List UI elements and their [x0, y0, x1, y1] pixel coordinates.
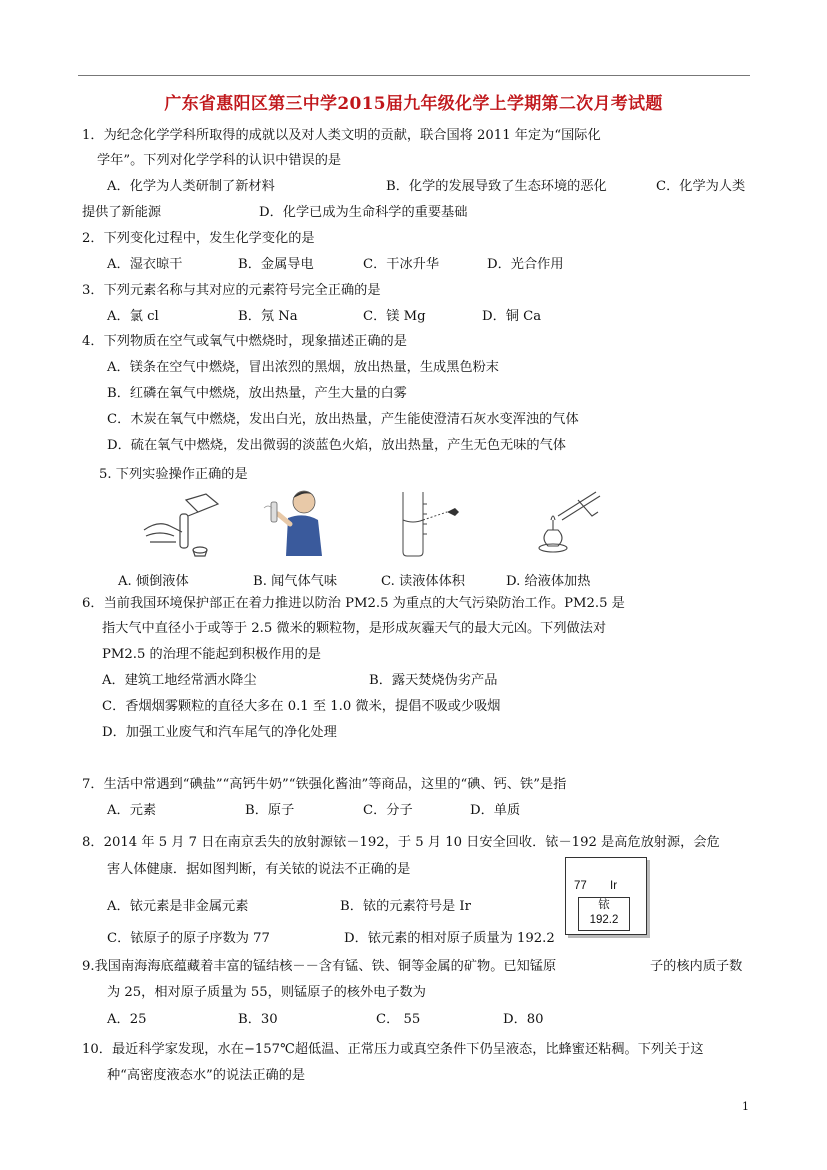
q4-option-a: A．镁条在空气中燃烧，冒出浓烈的黑烟，放出热量，生成黑色粉末: [107, 360, 499, 375]
q1-line2: 学年”。下列对化学学科的认识中错误的是: [97, 153, 342, 168]
q8-line2: 害人体健康．据如图判断，有关铱的说法不正确的是: [107, 862, 411, 877]
q2-stem: 2．下列变化过程中，发生化学变化的是: [82, 231, 315, 246]
q9-option-b: B．30: [238, 1012, 278, 1027]
q6-option-a: A．建筑工地经常洒水降尘: [102, 673, 257, 688]
q3-stem: 3．下列元素名称与其对应的元素符号完全正确的是: [82, 283, 381, 298]
element-name: 铱: [598, 899, 610, 911]
q6-option-d: D．加强工业废气和汽车尾气的净化处理: [102, 725, 337, 740]
q1-line1: 1．为纪念化学学科所取得的成就以及对人类文明的贡献，联合国将 2011 年定为“国际化: [82, 128, 601, 143]
q9-line2: 为 25，相对原子质量为 55，则锰原子的核外电子数为: [107, 985, 426, 1000]
q3-option-c: C．镁 Mg: [363, 309, 426, 324]
q3-option-b: B．氖 Na: [238, 309, 298, 324]
q4-option-d: D．硫在氧气中燃烧，发出微弱的淡蓝色火焰，放出热量，产生无色无味的气体: [107, 438, 566, 453]
q9-option-d: D．80: [503, 1012, 544, 1027]
q5-option-b: B. 闻气体气味: [253, 574, 338, 589]
q5-option-c: C. 读液体体积: [381, 574, 465, 589]
q9-option-c: C． 55: [376, 1012, 421, 1027]
smelling-gas-figure: [262, 486, 328, 558]
page-title: 广东省惠阳区第三中学2015届九年级化学上学期第二次月考试题: [164, 94, 663, 114]
q3-option-d: D．铜 Ca: [482, 309, 542, 324]
q4-stem: 4．下列物质在空气或氧气中燃烧时，现象描述正确的是: [82, 334, 407, 349]
q2-option-c: C．干冰升华: [363, 257, 440, 272]
q6-line1: 6．当前我国环境保护部正在着力推进以防治 PM2.5 为重点的大气污染防治工作。PM2.5 是: [82, 596, 625, 611]
q7-option-a: A．元素: [107, 803, 157, 818]
q1-option-d: D．化学已成为生命科学的重要基础: [259, 205, 468, 220]
q4-option-b: B．红磷在氧气中燃烧，放出热量，产生大量的白雾: [107, 386, 407, 401]
q9-line1b: 子的核内质子数: [650, 959, 743, 974]
element-symbol: Ir: [610, 880, 618, 892]
reading-volume-figure: [385, 490, 475, 558]
q2-option-d: D．光合作用: [487, 257, 564, 272]
q10-line1: 10．最近科学家发现，水在−157℃超低温、正常压力或真空条件下仍呈液态，比蜂蜜还粘稠。下列关于这: [82, 1042, 704, 1057]
q6-line2: 指大气中直径小于或等于 2.5 微米的颗粒物，是形成灰霾天气的最大元凶。下列做法对: [102, 621, 607, 636]
q3-option-a: A．氯 cl: [107, 309, 159, 324]
q8-option-a: A．铱元素是非金属元素: [107, 899, 249, 914]
q2-option-a: A．湿衣晾干: [107, 257, 183, 272]
q1-option-c-cont: 提供了新能源: [82, 205, 162, 220]
q7-stem: 7．生活中常遇到“碘盐”“高钙牛奶”“铁强化酱油”等商品，这里的“碘、钙、铁”是指: [82, 777, 567, 792]
pouring-liquid-figure: [140, 490, 230, 560]
q7-option-c: C．分子: [363, 803, 413, 818]
q4-option-c: C．木炭在氧气中燃烧，发出白光，放出热量，产生能使澄清石灰水变浑浊的气体: [107, 412, 579, 427]
q10-line2: 种“高密度液态水”的说法正确的是: [107, 1068, 306, 1083]
atomic-mass: 192.2: [589, 914, 619, 926]
q6-option-b: B．露天焚烧伪劣产品: [369, 673, 498, 688]
q8-line1: 8．2014 年 5 月 7 日在南京丢失的放射源铱－192，于 5 月 10 日安全回收．铱－192 是高危放射源，会危: [82, 835, 720, 850]
q5-stem: 5. 下列实验操作正确的是: [99, 467, 248, 482]
header-rule: [78, 75, 750, 76]
q5-option-a: A. 倾倒液体: [118, 574, 189, 589]
q5-option-d: D. 给液体加热: [506, 574, 591, 589]
q8-option-c: C．铱原子的原子序数为 77: [107, 931, 270, 946]
q7-option-b: B．原子: [245, 803, 295, 818]
q7-option-d: D．单质: [470, 803, 521, 818]
page-number: 1: [742, 1100, 749, 1113]
q1-option-b: B．化学的发展导致了生态环境的恶化: [386, 179, 607, 194]
q6-option-c: C．香烟烟雾颗粒的直径大多在 0.1 至 1.0 微米，提倡不吸或少吸烟: [102, 699, 501, 714]
q9-option-a: A．25: [107, 1012, 147, 1027]
element-name-mass-box: [578, 897, 630, 931]
q1-option-a: A．化学为人类研制了新材料: [107, 179, 275, 194]
q8-option-b: B．铱的元素符号是 Ir: [340, 899, 471, 914]
q9-line1a: 9.我国南海海底蕴藏着丰富的锰结核－－含有锰、铁、铜等金属的矿物。已知锰原: [82, 959, 557, 974]
q6-line3: PM2.5 的治理不能起到积极作用的是: [102, 647, 321, 662]
q8-option-d: D．铱元素的相对原子质量为 192.2: [344, 931, 555, 946]
q1-option-c: C．化学为人类: [656, 179, 746, 194]
heating-liquid-figure: [518, 486, 608, 556]
atomic-number: 77: [574, 880, 587, 892]
iridium-element-card: [565, 857, 647, 935]
q2-option-b: B．金属导电: [238, 257, 314, 272]
